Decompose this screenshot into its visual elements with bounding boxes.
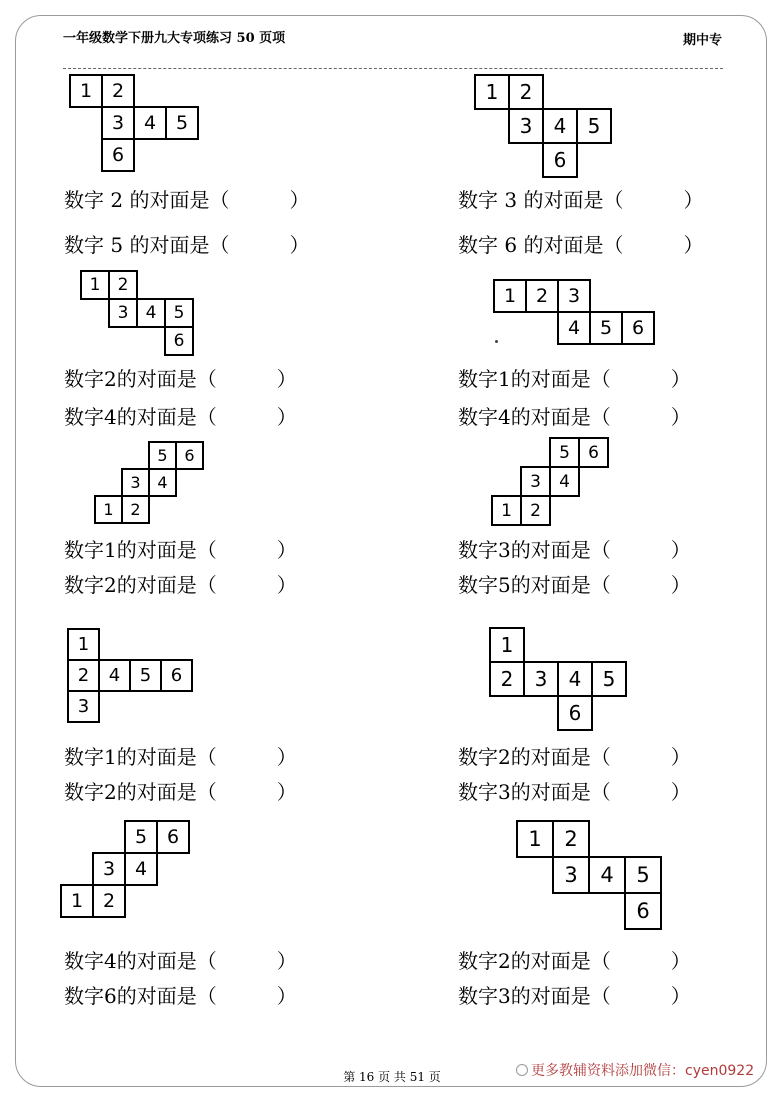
net-cell-2: 2 [67, 659, 100, 692]
net-cell-1: 1 [94, 495, 123, 524]
net-cell-6: 6 [557, 695, 593, 731]
net-cell-5: 5 [165, 106, 199, 140]
question-10: 数字3的对面是（ ） [458, 538, 691, 562]
net-cell-1: 1 [69, 74, 103, 108]
net-cell-3: 3 [523, 661, 559, 697]
stray-dot [495, 340, 498, 343]
net-cell-3: 3 [520, 466, 551, 497]
watermark [516, 1060, 754, 1080]
net-cell-2: 2 [520, 495, 551, 526]
question-15: 数字2的对面是（ ） [64, 780, 297, 804]
question-5: 数字2的对面是（ ） [64, 367, 297, 391]
question-12: 数字5的对面是（ ） [458, 573, 691, 597]
net-cell-4: 4 [549, 466, 580, 497]
question-2: 数字 3 的对面是（ ） [458, 188, 704, 212]
net-cell-4: 4 [124, 852, 158, 886]
net-cell-1: 1 [491, 495, 522, 526]
question-11: 数字2的对面是（ ） [64, 573, 297, 597]
net-cell-1: 1 [489, 627, 525, 663]
net-cell-6: 6 [578, 437, 609, 468]
question-9: 数字1的对面是（ ） [64, 538, 297, 562]
header-divider [63, 68, 723, 69]
wechat-icon [516, 1064, 528, 1076]
net-cell-5: 5 [549, 437, 580, 468]
net-cell-5: 5 [589, 311, 623, 345]
question-19: 数字6的对面是（ ） [64, 984, 297, 1008]
net-cell-2: 2 [508, 74, 544, 110]
question-16: 数字3的对面是（ ） [458, 780, 691, 804]
net-cell-1: 1 [67, 628, 100, 661]
net-cell-6: 6 [621, 311, 655, 345]
net-cell-4: 4 [557, 311, 591, 345]
net-cell-3: 3 [508, 108, 544, 144]
net-cell-2: 2 [489, 661, 525, 697]
net-cell-1: 1 [80, 270, 110, 300]
net-cell-5: 5 [576, 108, 612, 144]
question-20: 数字3的对面是（ ） [458, 984, 691, 1008]
net-cell-4: 4 [542, 108, 578, 144]
net-cell-3: 3 [121, 468, 150, 497]
net-cell-5: 5 [129, 659, 162, 692]
question-18: 数字2的对面是（ ） [458, 949, 691, 973]
net-cell-4: 4 [148, 468, 177, 497]
net-cell-5: 5 [148, 441, 177, 470]
net-cell-2: 2 [121, 495, 150, 524]
net-cell-4: 4 [588, 856, 626, 894]
net-cell-5: 5 [124, 820, 158, 854]
net-cell-1: 1 [516, 820, 554, 858]
header-title: 一年级数学下册九大专项练习 50 页项 [63, 31, 286, 46]
net-cell-3: 3 [92, 852, 126, 886]
question-17: 数字4的对面是（ ） [64, 949, 297, 973]
net-cell-2: 2 [525, 279, 559, 313]
net-cell-2: 2 [108, 270, 138, 300]
net-cell-1: 1 [60, 884, 94, 918]
question-14: 数字2的对面是（ ） [458, 745, 691, 769]
net-cell-1: 1 [474, 74, 510, 110]
question-1: 数字 2 的对面是（ ） [64, 188, 310, 212]
question-7: 数字4的对面是（ ） [64, 405, 297, 429]
net-cell-6: 6 [542, 142, 578, 178]
net-cell-2: 2 [552, 820, 590, 858]
net-cell-4: 4 [133, 106, 167, 140]
net-cell-5: 5 [624, 856, 662, 894]
net-cell-6: 6 [624, 892, 662, 930]
question-6: 数字1的对面是（ ） [458, 367, 691, 391]
net-cell-6: 6 [164, 326, 194, 356]
net-cell-3: 3 [557, 279, 591, 313]
net-cell-6: 6 [156, 820, 190, 854]
net-cell-4: 4 [136, 298, 166, 328]
net-cell-3: 3 [552, 856, 590, 894]
net-cell-2: 2 [92, 884, 126, 918]
question-13: 数字1的对面是（ ） [64, 745, 297, 769]
net-cell-4: 4 [98, 659, 131, 692]
net-cell-5: 5 [591, 661, 627, 697]
net-cell-3: 3 [108, 298, 138, 328]
watermark-text: 更多教辅资料添加微信：cyen0922 [531, 1063, 755, 1079]
net-cell-5: 5 [164, 298, 194, 328]
net-cell-1: 1 [493, 279, 527, 313]
net-cell-3: 3 [101, 106, 135, 140]
header-section: 期中专 [683, 33, 723, 48]
question-3: 数字 5 的对面是（ ） [64, 233, 310, 257]
net-cell-6: 6 [101, 138, 135, 172]
net-cell-4: 4 [557, 661, 593, 697]
net-cell-3: 3 [67, 690, 100, 723]
page-number: 第 16 页 共 51 页 [343, 1070, 441, 1084]
question-8: 数字4的对面是（ ） [458, 405, 691, 429]
net-cell-6: 6 [175, 441, 204, 470]
net-cell-2: 2 [101, 74, 135, 108]
net-cell-6: 6 [160, 659, 193, 692]
question-4: 数字 6 的对面是（ ） [458, 233, 704, 257]
